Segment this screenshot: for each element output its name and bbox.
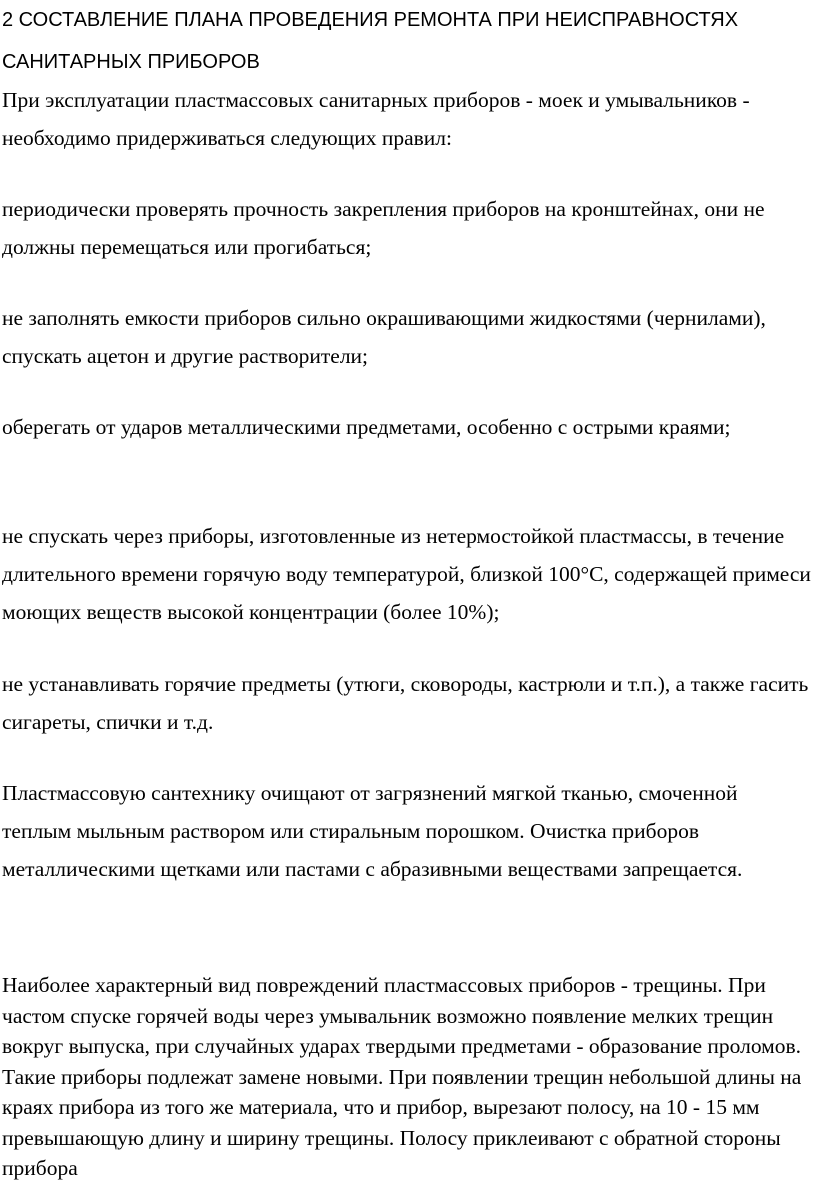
rule-item-1: периодически проверять прочность закрепления приборов на кронштейнах, они не должны перемещаться или прогибаться;: [2, 197, 765, 259]
damage-paragraph: Наиболее характерный вид повреждений пластмассовых приборов - трещины. При частом спуске горячей воды через умывальник возможно появление мелких трещин вокруг выпуска, при случайных ударах твердыми предметами - образование проломов. Такие приборы подлежат замене новыми. При появлении трещин небольшой длины на краях прибора из того же материала, что и прибор, вырезают полосу, на 10 - 15 мм превышающую длину и ширину трещины. Полосу приклеивают с обратной стороны прибора: [2, 973, 802, 1180]
rule-item-3: оберегать от ударов металлическими предметами, особенно с острыми краями;: [2, 415, 731, 439]
section-title: 2 СОСТАВЛЕНИЕ ПЛАНА ПРОВЕДЕНИЯ РЕМОНТА ПРИ НЕИСПРАВНОСТЯХ САНИТАРНЫХ ПРИБОРОВ: [2, 9, 739, 73]
cleaning-paragraph: Пластмассовую сантехнику очищают от загрязнений мягкой тканью, смоченной теплым мыльным раствором или стиральным порошком. Очистка приборов металлическими щетками или пастами с абразивными веществами запрещается.: [2, 781, 743, 881]
rule-item-4: не спускать через приборы, изготовленные из нетермостойкой пластмассы, в течение длительного времени горячую воду температурой, близкой 100°C, содержащей примеси моющих веществ высокой концентрации (более 10%);: [2, 524, 811, 624]
intro-paragraph: При эксплуатации пластмассовых санитарных приборов - моек и умывальников - необходимо придерживаться следующих правил:: [2, 88, 750, 150]
rule-item-5: не устанавливать горячие предметы (утюги, сковороды, кастрюли и т.п.), а также гасить сигареты, спички и т.д.: [2, 672, 809, 734]
rule-item-2: не заполнять емкости приборов сильно окрашивающими жидкостями (чернилами), спускать ацетон и другие растворители;: [2, 306, 766, 368]
